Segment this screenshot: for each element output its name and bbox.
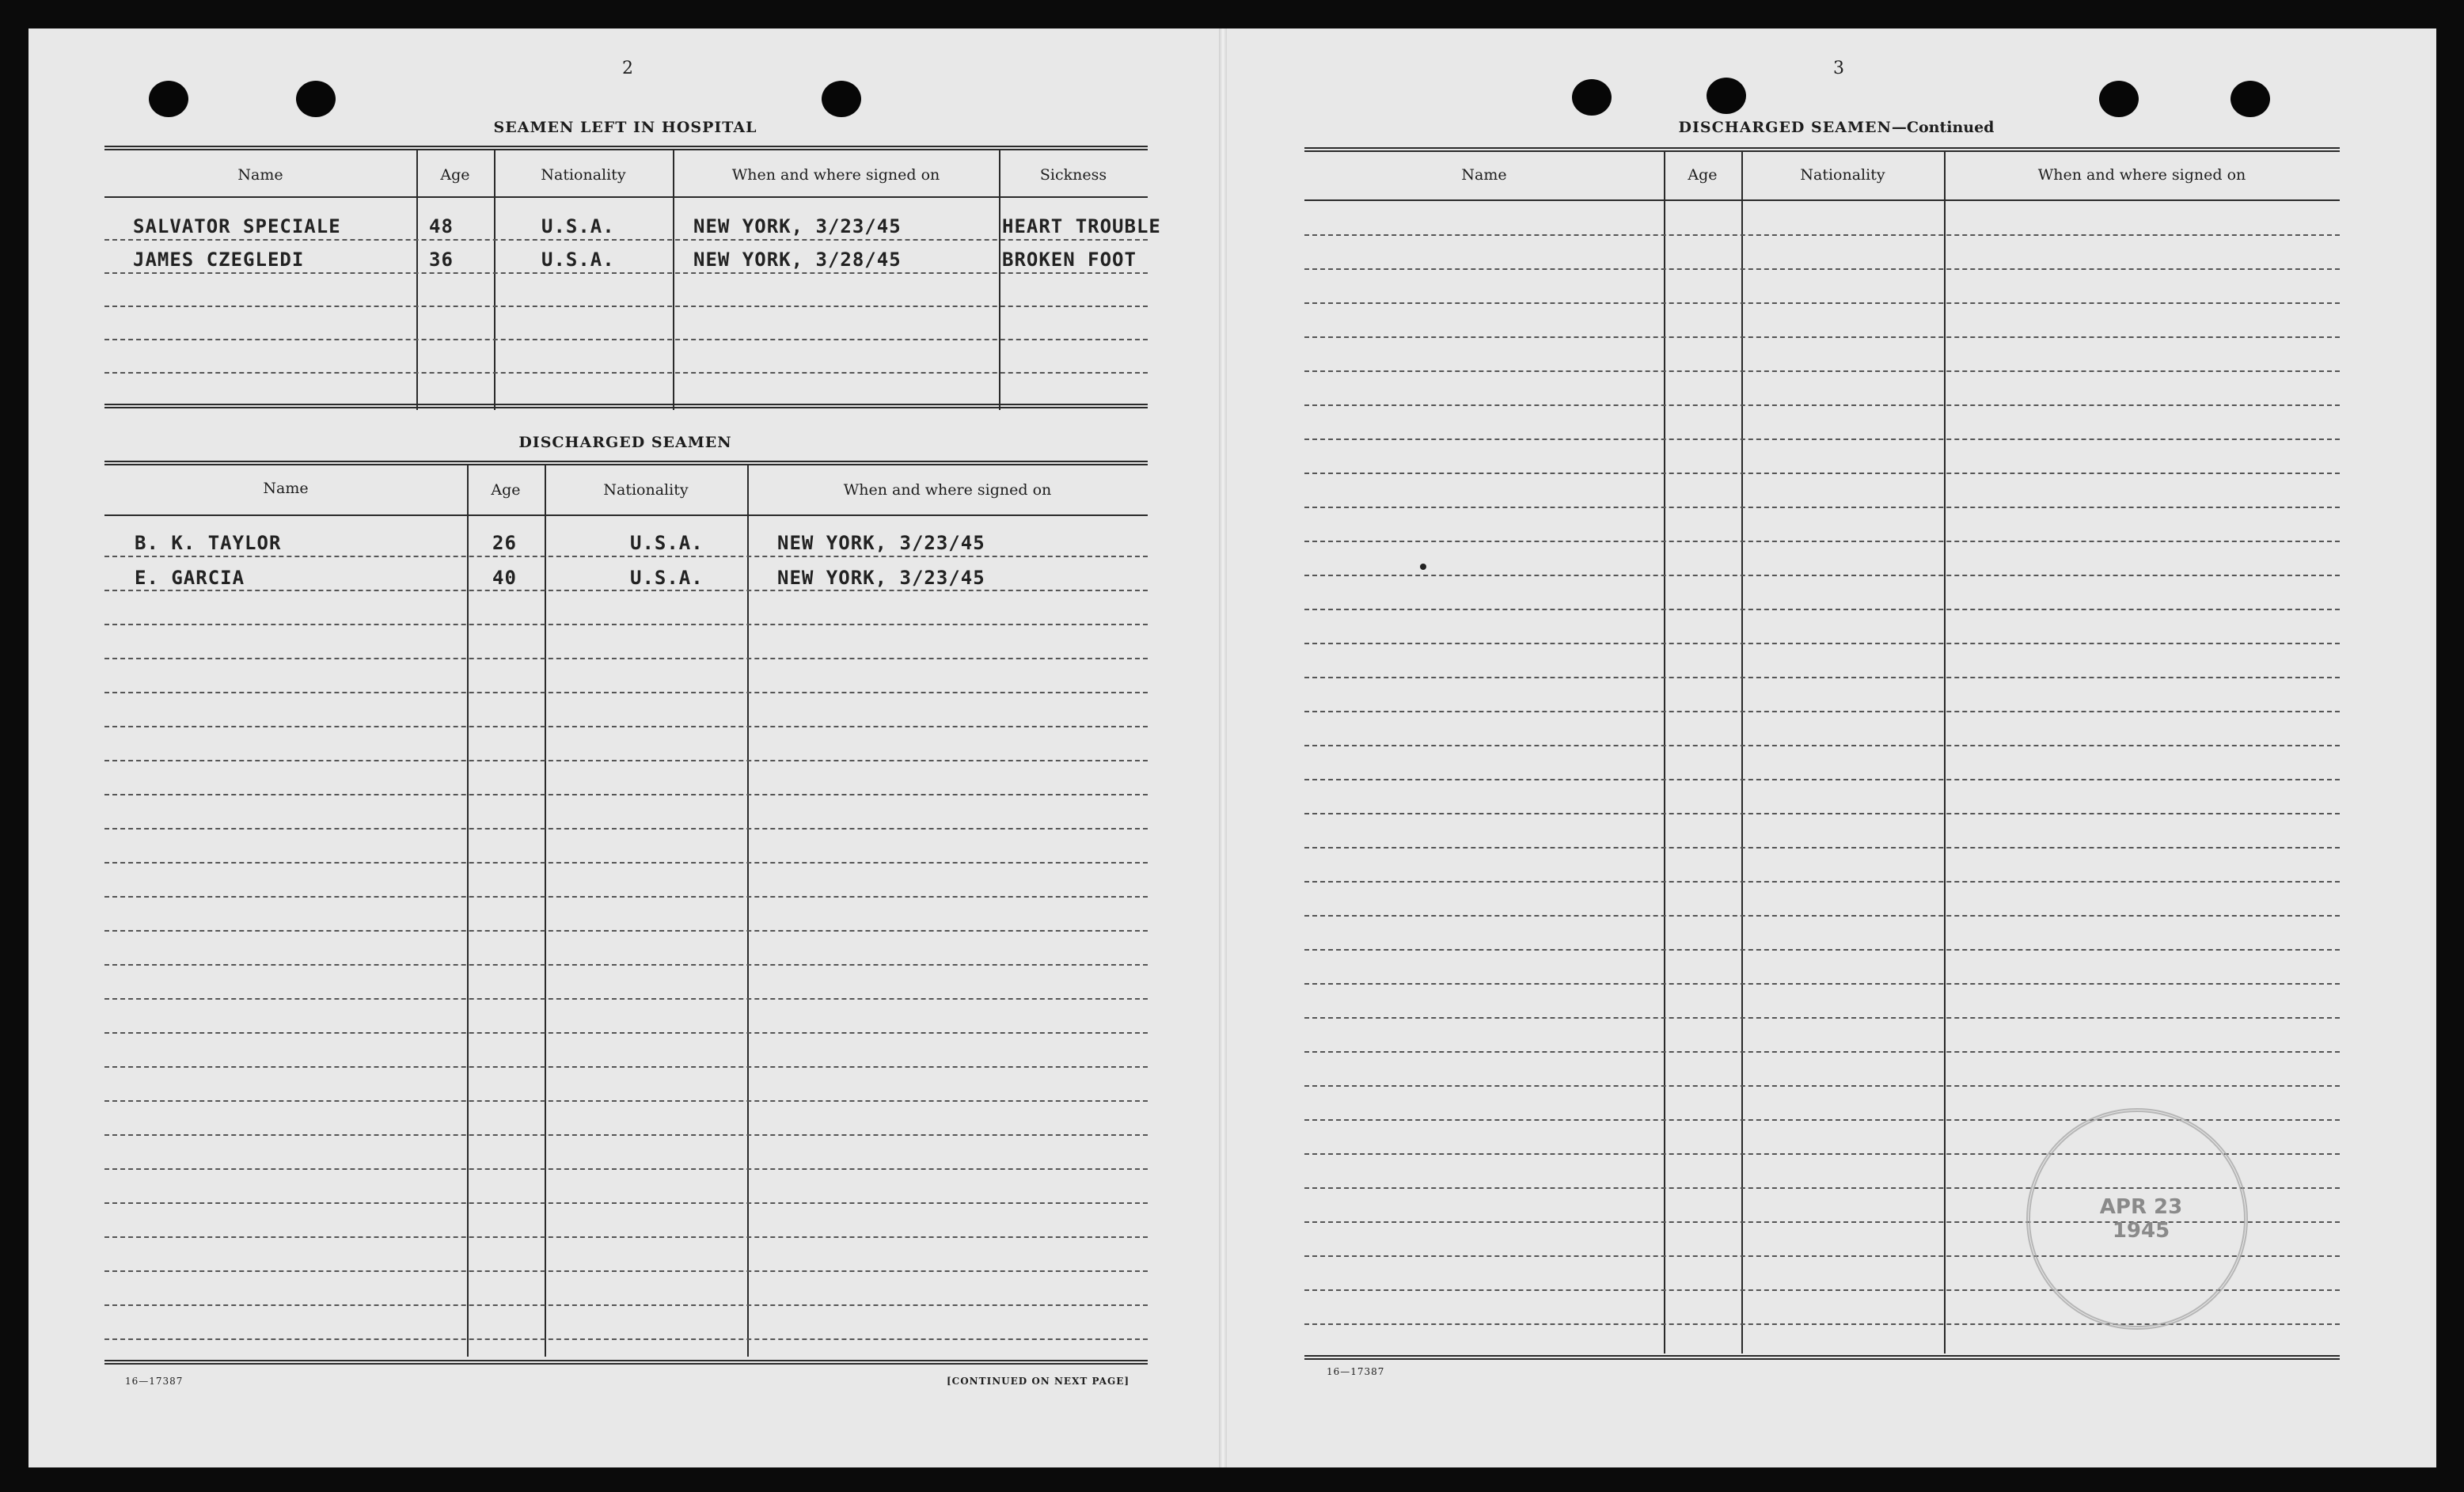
column-header-signed-on: When and where signed on [843,481,1052,499]
row-rule [104,1338,1148,1340]
row-rule [1304,847,2340,849]
row-rule [104,828,1148,830]
row-rule [1304,1323,2340,1325]
row-rule [104,794,1148,795]
column-divider [467,464,469,1357]
row-rule [1304,438,2340,440]
punch-hole [2231,81,2270,117]
discharged-row-nationality: U.S.A. [630,567,704,589]
row-rule [1304,473,2340,474]
row-rule [1304,302,2340,304]
column-divider [1944,150,1946,1353]
form-number: 16—17387 [125,1376,184,1387]
row-rule [104,658,1148,659]
row-rule [104,372,1148,374]
column-header-nationality: Nationality [1800,166,1885,184]
row-rule [104,1304,1148,1306]
table-header-rule [104,514,1148,516]
hospital-row-sickness: BROKEN FOOT [1002,249,1137,271]
row-rule [1304,1051,2340,1053]
table-bottom-rule [104,1360,1148,1365]
punch-hole [1707,78,1746,114]
row-rule [1304,234,2340,236]
table-bottom-rule [104,404,1148,408]
row-rule [104,726,1148,727]
column-header-age: Age [440,166,470,184]
row-rule [1304,949,2340,951]
row-rule [1304,370,2340,372]
column-header-name: Name [237,166,283,184]
row-rule [1304,711,2340,712]
row-rule [1304,677,2340,678]
row-rule [104,1270,1148,1272]
page-number: 3 [1833,59,1844,78]
column-header-age: Age [491,481,521,499]
stamp-date: APR 23 1945 [2099,1195,2183,1243]
row-rule [1304,1085,2340,1087]
table-bottom-rule [1304,1355,2340,1360]
row-rule [104,624,1148,625]
row-rule [104,306,1148,307]
table-header-rule [1304,199,2340,201]
row-rule [1304,507,2340,508]
row-rule [104,272,1148,274]
table-header-rule [104,196,1148,198]
row-rule [104,896,1148,898]
column-divider [1741,150,1743,1353]
column-divider [416,149,418,410]
hospital-row-signed-on: NEW YORK, 3/23/45 [693,215,902,237]
row-rule [104,1168,1148,1170]
heading-main: DISCHARGED SEAMEN [1678,119,1892,136]
row-rule [104,339,1148,340]
row-rule [104,1202,1148,1204]
discharged-row-nationality: U.S.A. [630,532,704,554]
row-rule [1304,643,2340,644]
table-top-rule [104,461,1148,465]
hospital-row-nationality: U.S.A. [541,215,615,237]
row-rule [104,930,1148,932]
discharged-row-signed-on: NEW YORK, 3/23/45 [777,567,985,589]
row-rule [1304,268,2340,270]
column-divider [545,464,546,1357]
discharged-continued-heading [1615,119,2058,136]
discharged-table [104,461,1148,1363]
hospital-row-age: 48 [429,215,454,237]
column-divider [1664,150,1665,1353]
discharged-row-signed-on: NEW YORK, 3/23/45 [777,532,985,554]
column-header-age: Age [1688,166,1718,184]
column-divider [747,464,749,1357]
row-rule [1304,983,2340,985]
column-divider [999,149,1000,410]
row-rule [1304,915,2340,917]
row-rule [1304,336,2340,338]
column-header-name: Name [263,480,309,497]
table-top-rule [1304,147,2340,152]
row-rule [104,862,1148,864]
punch-hole [149,81,188,117]
row-rule [104,964,1148,966]
heading-suffix: —Continued [1891,119,1995,136]
row-rule [104,760,1148,761]
discharged-row-age: 40 [492,567,517,589]
punch-hole [822,81,861,117]
discharged-row-age: 26 [492,532,517,554]
column-header-signed-on: When and where signed on [731,166,940,184]
column-divider [673,149,674,410]
punch-hole [1572,79,1612,116]
page-number: 2 [622,59,633,78]
column-header-nationality: Nationality [603,481,689,499]
row-rule [104,1236,1148,1238]
row-rule [104,239,1148,241]
hospital-table [104,146,1161,415]
hospital-row-signed-on: NEW YORK, 3/28/45 [693,249,902,271]
row-rule [1304,575,2340,576]
row-rule [104,692,1148,693]
discharged-heading: DISCHARGED SEAMEN [518,434,732,451]
form-number: 16—17387 [1327,1366,1385,1377]
row-rule [1304,541,2340,542]
row-rule [104,1032,1148,1034]
row-rule [1304,745,2340,746]
row-rule [104,1100,1148,1102]
row-rule [104,556,1148,557]
row-rule [104,998,1148,1000]
column-divider [494,149,495,410]
column-header-signed-on: When and where signed on [2037,166,2246,184]
page-fold [1219,28,1227,1467]
table-top-rule [104,146,1148,150]
row-rule [104,590,1148,591]
discharged-row-name: E. GARCIA [135,567,245,589]
hospital-row-name: SALVATOR SPECIALE [133,215,341,237]
row-rule [1304,881,2340,883]
row-rule [104,1134,1148,1136]
row-rule [1304,609,2340,610]
continued-note: [CONTINUED ON NEXT PAGE] [947,1376,1130,1387]
hospital-heading: SEAMEN LEFT IN HOSPITAL [493,119,757,136]
hospital-row-nationality: U.S.A. [541,249,615,271]
row-rule [1304,813,2340,814]
hospital-row-sickness: HEART TROUBLE [1002,215,1161,237]
column-header-sickness: Sickness [1039,166,1107,184]
punch-hole [2099,81,2139,117]
row-rule [1304,1017,2340,1019]
row-rule [104,1066,1148,1068]
ink-dot [1420,564,1426,570]
row-rule [1304,779,2340,780]
hospital-row-age: 36 [429,249,454,271]
column-header-name: Name [1461,166,1507,184]
hospital-row-name: JAMES CZEGLEDI [133,249,305,271]
discharged-row-name: B. K. TAYLOR [135,532,282,554]
punch-hole [296,81,336,117]
row-rule [1304,404,2340,406]
column-header-nationality: Nationality [541,166,626,184]
